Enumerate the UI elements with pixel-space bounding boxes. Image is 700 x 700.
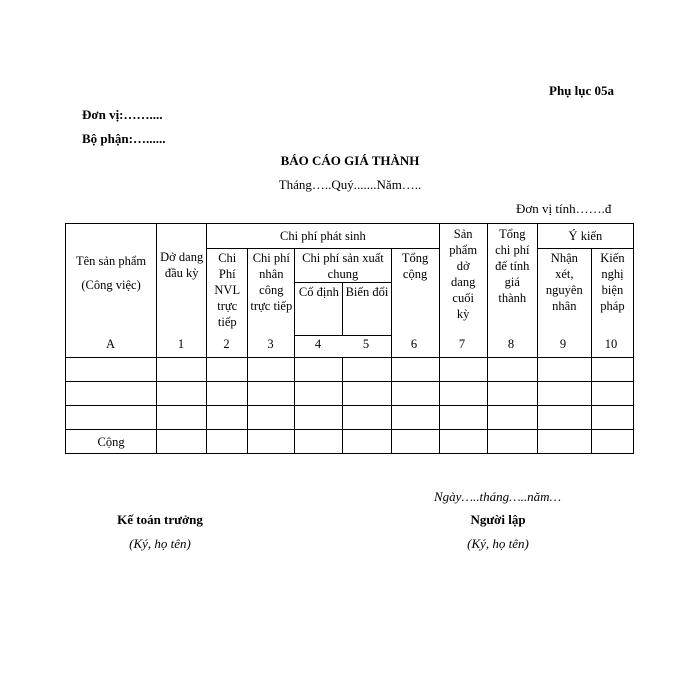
header-labor-2: nhân (259, 267, 284, 281)
cell[interactable] (591, 382, 633, 406)
header-total-cost-1: Tổng (499, 227, 526, 241)
column-code-3: 3 (267, 336, 274, 351)
cell[interactable] (207, 382, 248, 406)
appendix-label: Phụ lục 05a (549, 83, 615, 98)
cell[interactable] (157, 430, 207, 454)
table-row (66, 382, 634, 406)
header-opening-line1: Dở dang (160, 250, 204, 264)
header-proposal-3: biện (601, 283, 624, 297)
header-wip-end-1: Sản (453, 227, 473, 241)
cell[interactable] (157, 406, 207, 430)
cell[interactable] (439, 430, 487, 454)
cell[interactable] (439, 358, 487, 382)
report-title: BÁO CÁO GIÁ THÀNH (280, 153, 420, 168)
column-code-7: 7 (458, 336, 466, 351)
total-row (66, 430, 634, 454)
column-code-6: 6 (410, 336, 418, 351)
header-comment-3: nguyên (545, 283, 583, 297)
cell[interactable] (343, 358, 391, 382)
cell[interactable] (591, 358, 633, 382)
cell[interactable] (295, 430, 343, 454)
header-product-line2: (Công việc) (81, 278, 141, 292)
header-total-cost-3: để tính (495, 259, 530, 273)
cell[interactable] (391, 382, 439, 406)
header-wip-end-5: cuối (452, 291, 474, 305)
header-wip-end-4: dang (451, 275, 476, 289)
table-row (66, 406, 634, 430)
cell[interactable] (66, 358, 157, 382)
header-proposal-2: nghị (601, 267, 624, 281)
header-comment-2: xét, (555, 267, 574, 281)
chief-accountant-sign: (Ký, họ tên) (129, 536, 191, 551)
column-code-5: 5 (362, 336, 370, 351)
cell[interactable] (207, 406, 248, 430)
cell[interactable] (248, 382, 295, 406)
header-proposal-4: pháp (600, 299, 625, 313)
cell[interactable] (591, 430, 633, 454)
header-material-3: NVL (214, 283, 241, 297)
cell[interactable] (295, 382, 343, 406)
column-code-4: 4 (314, 336, 322, 351)
column-code-a: A (105, 336, 116, 351)
header-wip-end-6: kỳ (456, 307, 470, 321)
header-wip-end-2: phẩm (449, 243, 478, 257)
cell[interactable] (248, 430, 295, 454)
cell[interactable] (487, 358, 537, 382)
cell[interactable] (439, 382, 487, 406)
header-labor-1: Chi phí (252, 251, 290, 265)
header-opinion: Ý kiến (537, 224, 633, 249)
table-row (66, 358, 634, 382)
header-labor-4: trực tiếp (250, 299, 293, 313)
header-costs-incurred: Chi phí phát sinh (207, 224, 439, 249)
header-total-cost-5: thành (498, 291, 527, 305)
header-total-2: cộng (402, 267, 428, 281)
cell[interactable] (343, 406, 391, 430)
cell[interactable] (248, 358, 295, 382)
cell[interactable] (537, 406, 591, 430)
cell[interactable] (157, 358, 207, 382)
cell[interactable] (343, 430, 391, 454)
header-total-cost-2: chi phí (495, 243, 530, 257)
header-opening-line2: đầu kỳ (164, 266, 199, 280)
column-code-1: 1 (177, 336, 185, 351)
header-wip-end-3: dở (456, 259, 470, 273)
preparer-title: Người lập (470, 512, 526, 527)
report-period: Tháng…..Quý.......Năm….. (278, 177, 422, 192)
header-material-4: trực (217, 299, 238, 313)
cell[interactable] (487, 382, 537, 406)
cell[interactable] (207, 430, 248, 454)
column-code-10: 10 (604, 336, 618, 351)
cell[interactable] (391, 430, 439, 454)
total-row-label: Cộng (66, 430, 157, 454)
currency-unit: Đơn vị tính…….đ (516, 201, 612, 216)
header-comment-1: Nhận (550, 251, 578, 265)
column-code-2: 2 (223, 336, 230, 351)
cell[interactable] (343, 382, 391, 406)
header-material-2: Phí (218, 267, 236, 281)
header-overhead-1: Chi phí sản xuất (302, 251, 384, 265)
cell[interactable] (487, 430, 537, 454)
column-code-9: 9 (559, 336, 567, 351)
header-total-cost-4: giá (504, 275, 520, 289)
header-variable: Biến đổi (343, 283, 391, 336)
unit-label: Đơn vị:…….... (82, 107, 163, 122)
header-product-line1: Tên sản phẩm (76, 254, 147, 268)
date-line: Ngày…..tháng…..năm… (434, 489, 562, 504)
cell[interactable] (295, 358, 343, 382)
header-labor-3: công (259, 283, 284, 297)
header-material-5: tiếp (217, 315, 237, 329)
cell[interactable] (207, 358, 248, 382)
column-code-8: 8 (507, 336, 515, 351)
header-overhead-2: chung (327, 267, 359, 281)
cell[interactable] (537, 382, 591, 406)
cell[interactable] (66, 406, 157, 430)
cell[interactable] (439, 406, 487, 430)
cell[interactable] (391, 406, 439, 430)
cell[interactable] (391, 358, 439, 382)
header-overhead (295, 249, 391, 283)
cell[interactable] (66, 382, 157, 406)
header-proposal-1: Kiến (600, 251, 625, 265)
header-total-1: Tổng (401, 251, 429, 265)
cell[interactable] (537, 430, 591, 454)
preparer-sign: (Ký, họ tên) (467, 536, 529, 551)
chief-accountant-title: Kế toán trưởng (117, 512, 203, 527)
header-fixed: Cố định (295, 283, 343, 336)
cell[interactable] (591, 406, 633, 430)
cell[interactable] (487, 406, 537, 430)
department-label: Bộ phận:…...... (82, 131, 166, 146)
cell[interactable] (295, 406, 343, 430)
header-comment-4: nhân (552, 299, 577, 313)
cell[interactable] (537, 358, 591, 382)
header-material-1: Chi (218, 251, 237, 265)
cell[interactable] (157, 382, 207, 406)
cell[interactable] (248, 406, 295, 430)
